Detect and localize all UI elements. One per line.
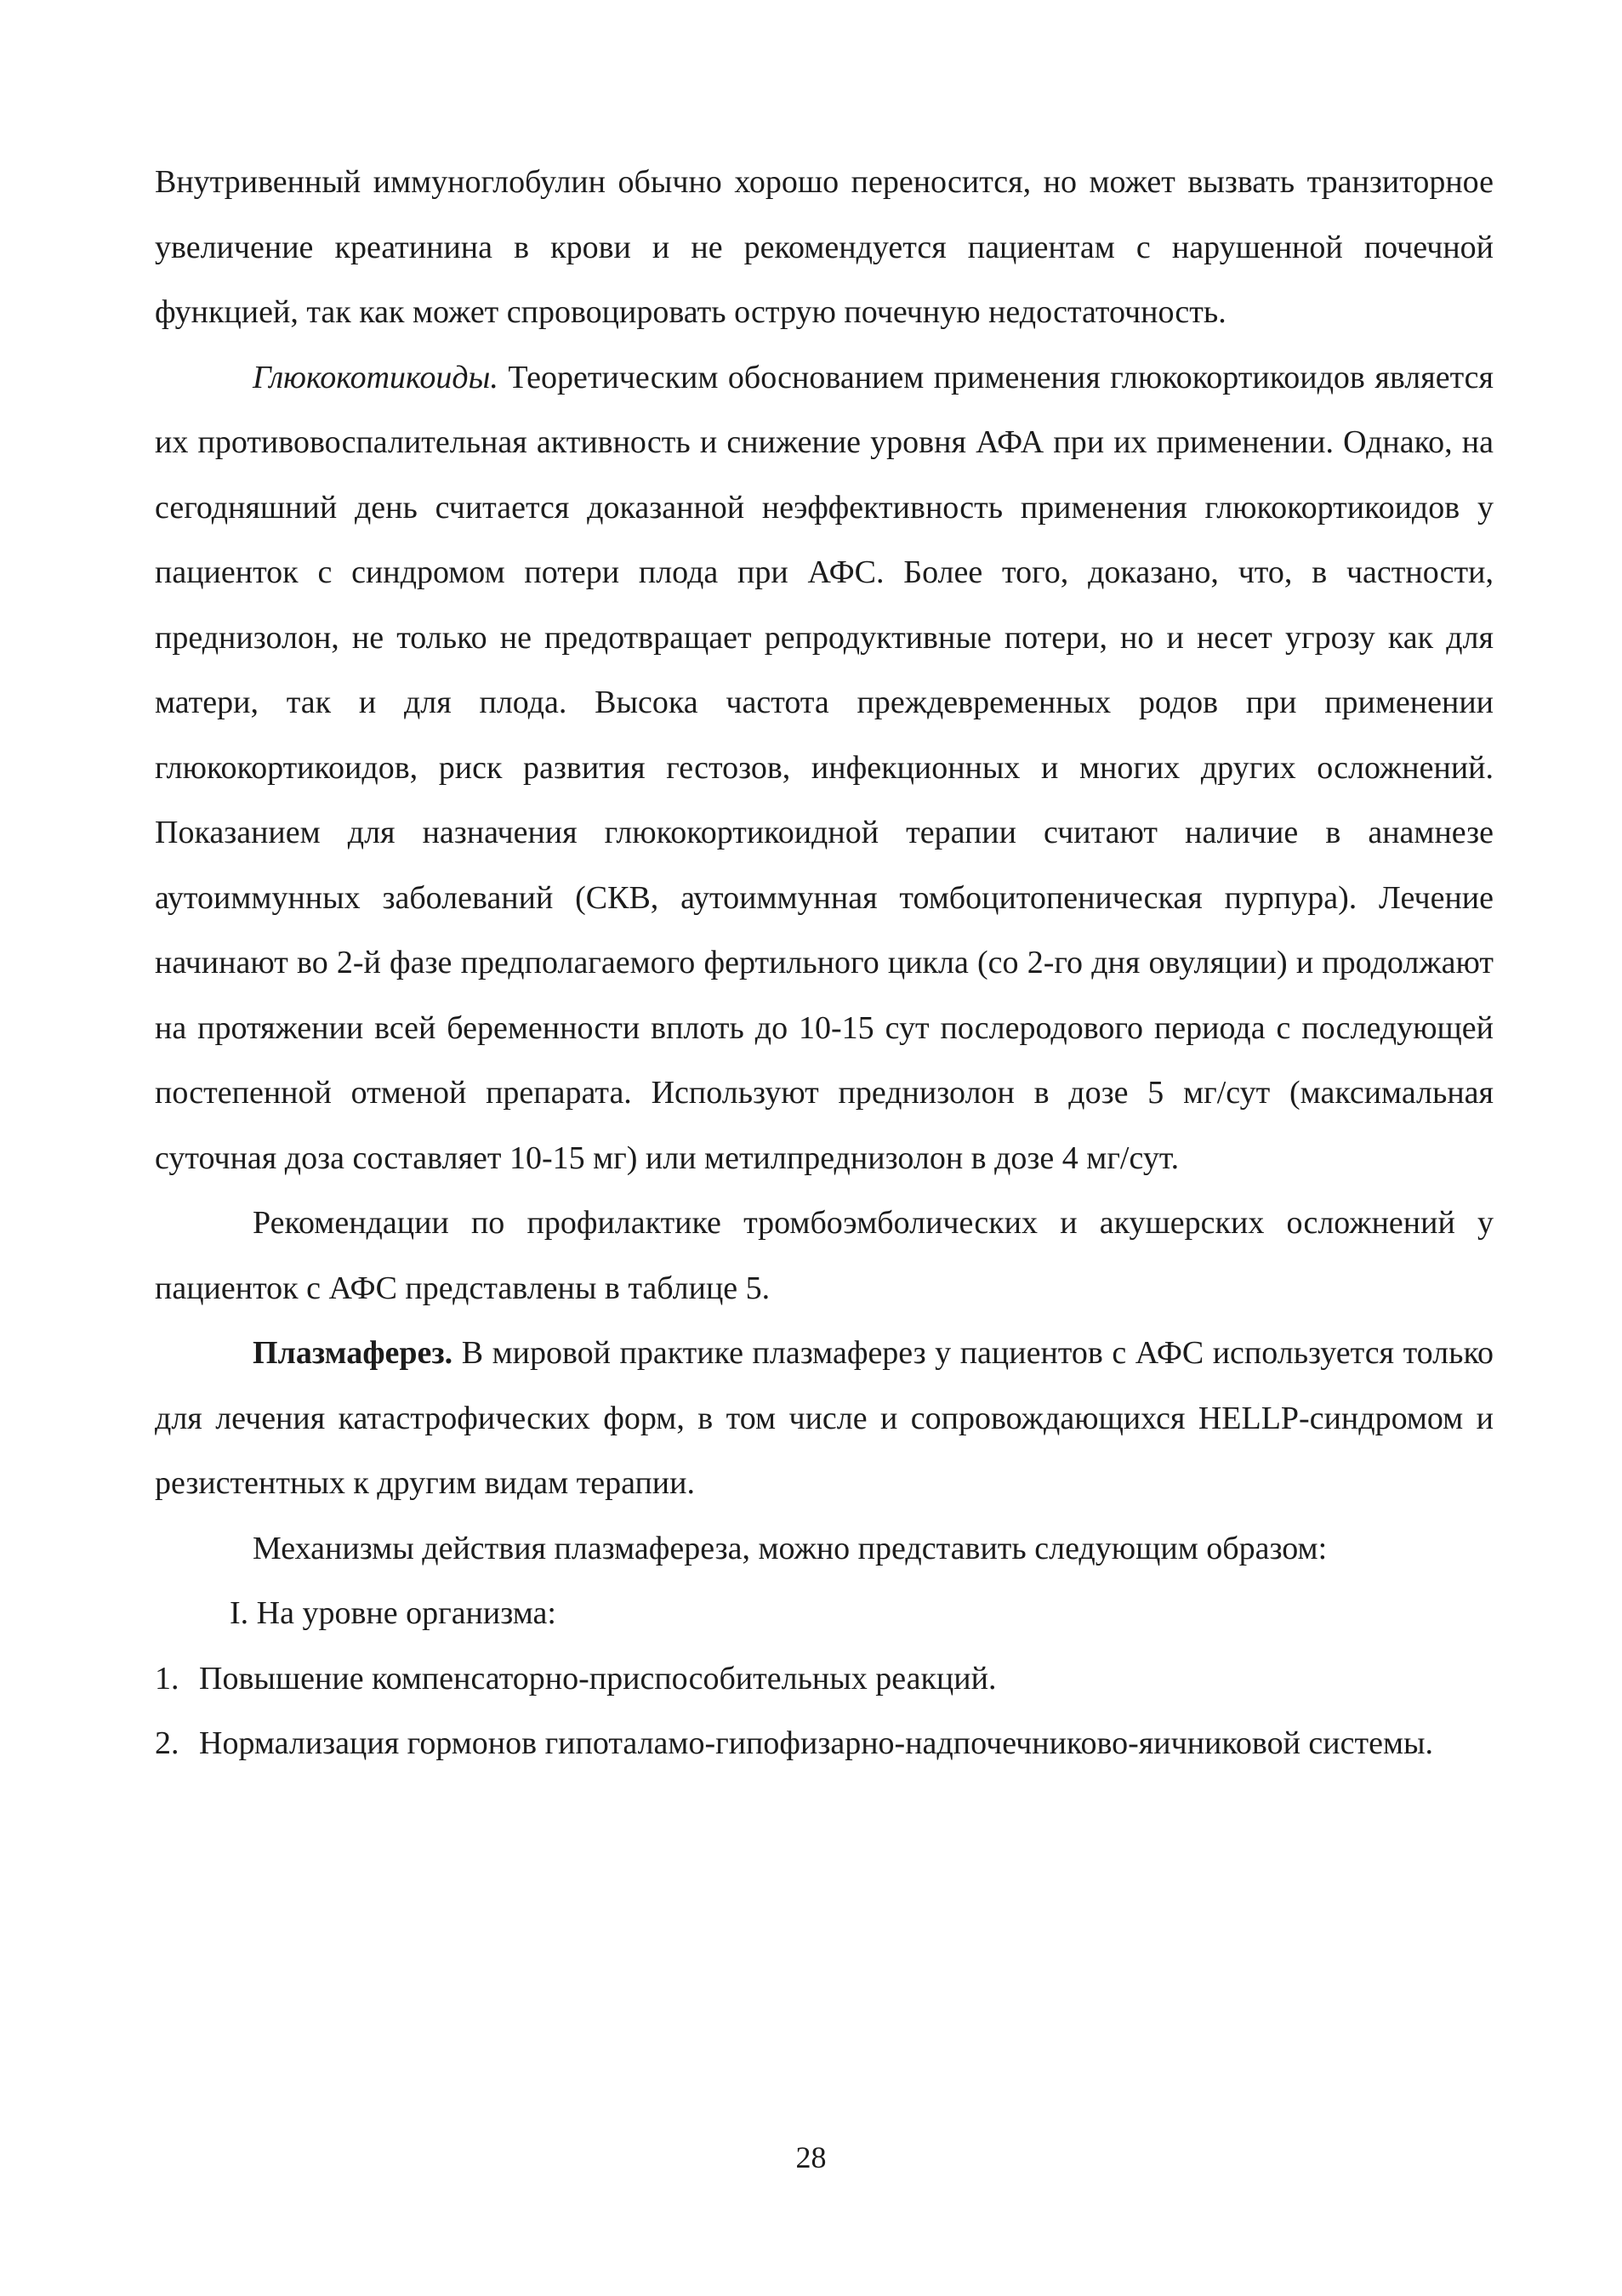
paragraph-text: Механизмы действия плазмафереза, можно представить следующим образом: (253, 1530, 1328, 1566)
list-item-text: Повышение компенсаторно-приспособительных реакций. (199, 1660, 997, 1696)
paragraph-text: Рекомендации по профилактике тромбоэмболических и акушерских осложнений у пациенток с АФС представлены в таблице 5. (155, 1205, 1494, 1306)
page-number: 28 (795, 2140, 827, 2174)
paragraph-recommendations (155, 1191, 1494, 1321)
paragraph-text: Теоретическим обоснованием применения глюкокортикоидов является их противовоспалительная активность и снижение уровня АФА при их применении. Однако, на сегодняшний день считается доказанной неэффективность применения глюкокортикоидов у пациенток с синдромом потери плода при АФС. Более того, доказано, что, в частности, преднизолон, не только не предотвращает репродуктивные потери, но и несет угрозу как для матери, так и для плода. Высока частота преждевременных родов при применении глюкокортикоидов, риск развития гестозов, инфекционных и многих других осложнений. Показанием для назначения глюкокортикоидной терапии считают наличие в анамнезе аутоиммунных заболеваний (СКВ, аутоиммунная томбоцитопеническая пурпура). Лечение начинают во 2-й фазе предполагаемого фертильного цикла (со 2-го дня овуляции) и продолжают на протяжении всей беременности вплоть до 10-15 сут послеродового периода с последующей постепенной отменой препарата. Используют преднизолон в дозе 5 мг/сут (максимальная суточная доза составляет 10-15 мг) или метилпреднизолон в дозе 4 мг/сут. (155, 359, 1494, 1176)
list-item (155, 1711, 1494, 1776)
paragraph-lead-italic: Глюкокотикоиды. (253, 359, 498, 395)
level-heading-text: I. На уровне организма: (230, 1595, 556, 1631)
paragraph-mechanisms (155, 1516, 1494, 1582)
paragraph-ivig (155, 150, 1494, 345)
level-heading (155, 1581, 1494, 1646)
paragraph-plasmapheresis (155, 1321, 1494, 1516)
document-body (155, 150, 1494, 1776)
paragraph-text: Внутривенный иммуноглобулин обычно хорошо переносится, но может вызвать транзиторное увеличение креатинина в крови и не рекомендуется пациентам с нарушенной почечной функцией, так как может спровоцировать острую почечную недостаточность. (155, 164, 1494, 330)
list-item (155, 1646, 1494, 1712)
paragraph-text: В мировой практике плазмаферез у пациентов с АФС используется только для лечения катастрофических форм, в том числе и сопровождающихся HELLP-синдромом и резистентных к другим видам терапии. (155, 1335, 1494, 1501)
list-item-number: 1. (155, 1660, 179, 1696)
paragraph-glucocorticoids (155, 345, 1494, 1191)
paragraph-lead-bold: Плазмаферез. (253, 1335, 453, 1371)
list-item-text: Нормализация гормонов гипоталамо-гипофизарно-надпочечниково-яичниковой системы. (199, 1725, 1434, 1761)
list-item-number: 2. (155, 1725, 179, 1761)
